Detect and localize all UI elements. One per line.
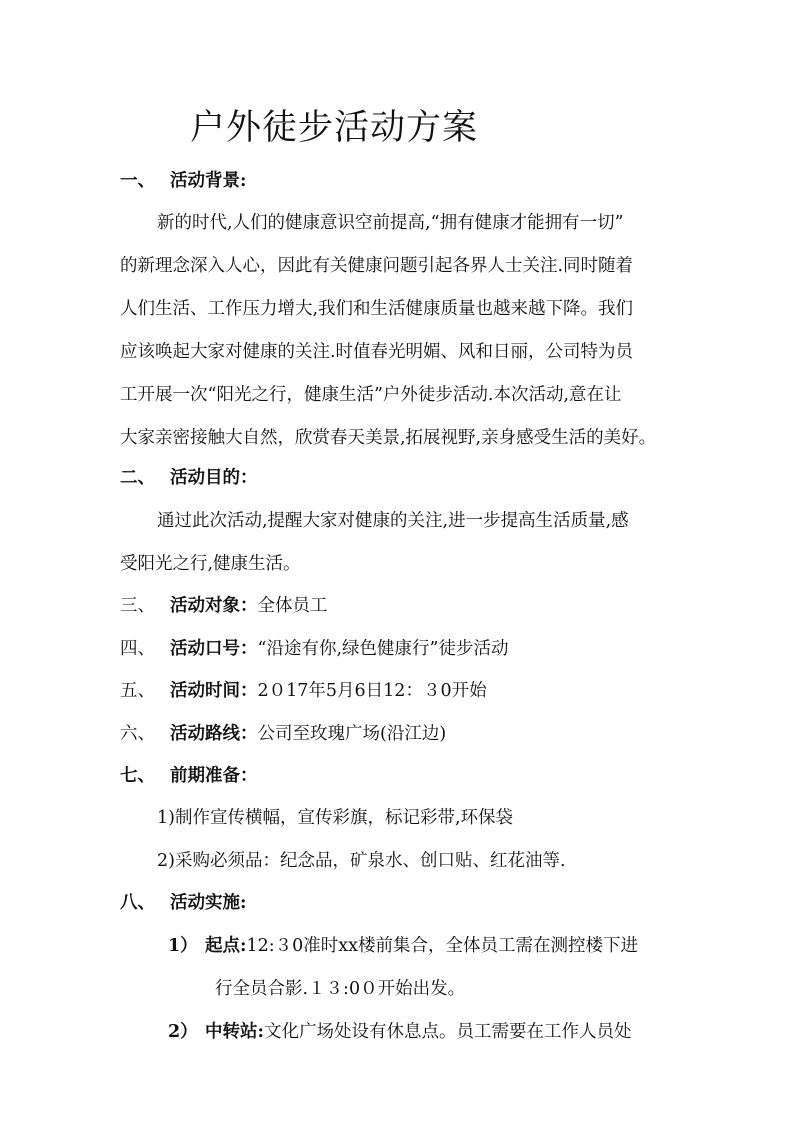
prep-item-2: 2)采购必须品：纪念品，矿泉水、创口贴、红花油等.	[157, 851, 566, 871]
section-4-heading	[170, 636, 508, 662]
section-7-heading	[170, 763, 258, 789]
background-line-4: 应该唤起大家对健康的关注.时值春光明媚、风和日丽，公司特为员	[120, 342, 634, 362]
section-2-label: 活动目的：	[170, 468, 258, 488]
section-8-heading	[170, 890, 246, 916]
section-7-label: 前期准备：	[170, 766, 258, 786]
background-line-3: 人们生活、工作压力增大,我们和生活健康质量也越来越下降。我们	[120, 299, 634, 319]
section-3-value: 全体员工	[257, 596, 328, 616]
background-line-1: 新的时代,人们的健康意识空前提高,“拥有健康才能拥有一切”	[157, 213, 624, 233]
impl-item-1	[205, 933, 638, 959]
section-6-number: 六、	[120, 724, 155, 744]
section-5-value: 2０17年5月6日12：３0开始	[257, 681, 487, 701]
section-3-label: 活动对象：	[170, 596, 258, 616]
section-5-label: 活动时间：	[170, 681, 258, 701]
section-8-label: 活动实施:	[170, 893, 247, 913]
section-5-number: 五、	[120, 681, 155, 701]
impl-item-1-label: 起点:	[205, 936, 247, 956]
impl-item-1-number: 1）	[168, 936, 198, 956]
section-6-value: 公司至玫瑰广场(沿江边)	[257, 724, 447, 744]
impl-item-1-continuation: 行全员合影.１３:0０开始出发。	[215, 979, 466, 999]
purpose-line-2: 受阳光之行,健康生活。	[120, 554, 301, 574]
section-3-heading	[170, 593, 328, 619]
section-1-number: 一、	[120, 171, 155, 191]
impl-item-2	[205, 1019, 631, 1045]
background-line-5: 工开展一次“阳光之行，健康生活”户外徒步活动.本次活动,意在让	[120, 385, 622, 405]
section-6-label: 活动路线：	[170, 724, 258, 744]
impl-item-2-number: 2）	[168, 1022, 198, 1042]
impl-item-1-text: 12:３0准时xx楼前集合，全体员工需在测控楼下进	[246, 936, 639, 956]
section-7-number: 七、	[120, 766, 155, 786]
impl-item-2-label: 中转站:	[205, 1022, 264, 1042]
impl-item-2-text: 文化广场处设有休息点。员工需要在工作人员处	[263, 1022, 632, 1042]
page-title: 户外徒步活动方案	[190, 108, 479, 148]
section-6-heading	[170, 721, 446, 747]
section-3-number: 三、	[120, 596, 155, 616]
background-line-2: 的新理念深入人心，因此有关健康问题引起各界人士关注.同时随着	[120, 256, 634, 276]
section-4-label: 活动口号：	[170, 639, 258, 659]
purpose-line-1: 通过此次活动,提醒大家对健康的关注,进一步提高生活质量,感	[157, 511, 629, 531]
section-1-heading	[170, 168, 246, 194]
section-2-heading	[170, 465, 258, 491]
section-5-heading	[170, 678, 487, 704]
section-1-label: 活动背景:	[170, 171, 247, 191]
section-4-value: “沿途有你,绿色健康行”徒步活动	[257, 639, 509, 659]
section-2-number: 二、	[120, 468, 155, 488]
section-4-number: 四、	[120, 639, 155, 659]
section-8-number: 八、	[120, 893, 155, 913]
background-line-6: 大家亲密接触大自然，欣赏春天美景,拓展视野,亲身感受生活的美好。	[120, 428, 657, 448]
prep-item-1: 1)制作宣传横幅，宣传彩旗，标记彩带,环保袋	[157, 808, 514, 828]
